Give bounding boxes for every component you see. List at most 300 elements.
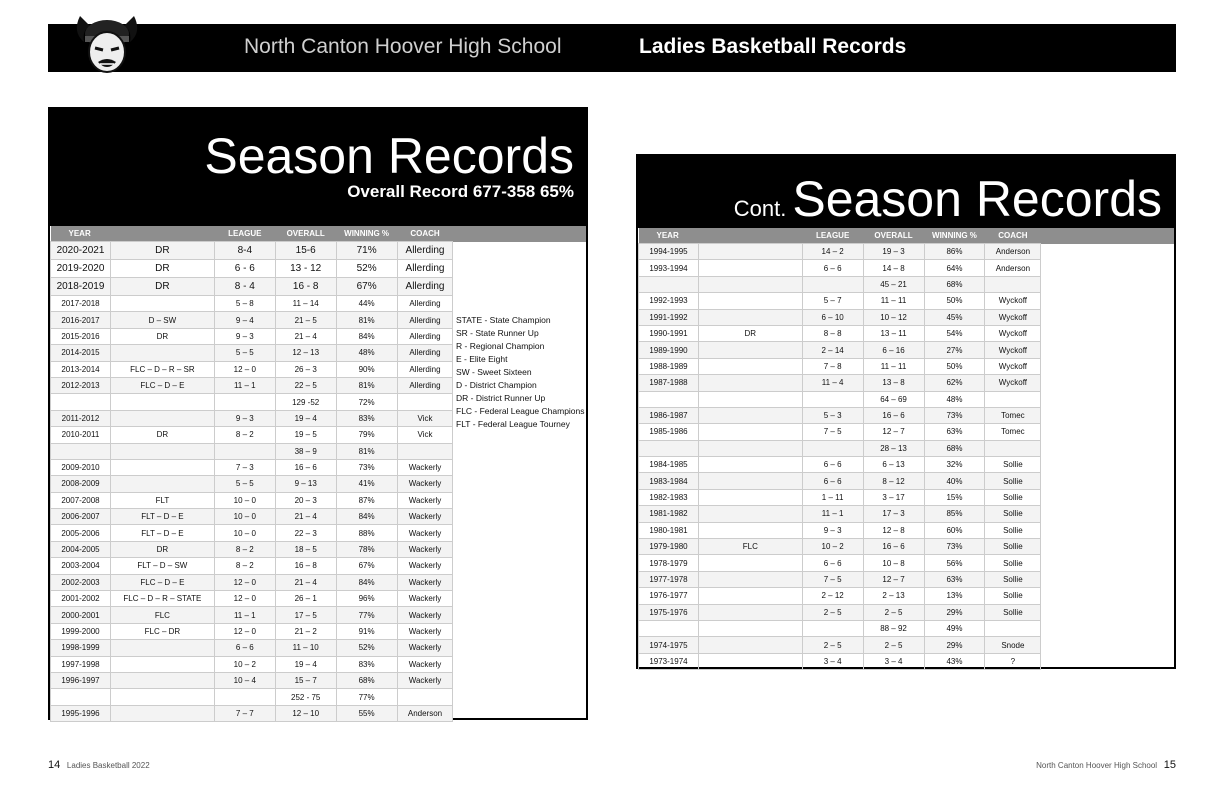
table-cell: 12 – 0 [214,591,275,607]
table-cell: 6 – 13 [863,457,924,473]
legend-item: E - Elite Eight [456,354,508,364]
school-name: North Canton Hoover High School [244,35,562,58]
table-cell: 32% [924,457,985,473]
table-cell: 81% [336,312,397,328]
table-cell: 1999-2000 [51,623,111,639]
table-cell [110,459,214,475]
page-number: 14 [48,759,61,771]
table-cell: Wackerly [397,476,453,492]
table-cell: Sollie [985,457,1041,473]
table-cell: 96% [336,591,397,607]
table-cell: Anderson [397,705,453,721]
table-cell: 6 – 6 [802,555,863,571]
table-cell: 1996-1997 [51,672,111,688]
column-header: LEAGUE [802,228,863,244]
table-cell: 1995-1996 [51,705,111,721]
table-cell: 7 – 7 [214,705,275,721]
table-cell: 1993-1994 [639,260,699,276]
table-row [639,555,1174,571]
table-row [639,489,1174,505]
table-cell [698,260,802,276]
header-row [639,228,1174,244]
column-header: COACH [397,226,453,242]
table-cell: 15% [924,489,985,505]
table-cell: 1994-1995 [639,244,699,260]
spacer-cell [1041,424,1174,440]
table-cell: 1985-1986 [639,424,699,440]
table-cell: 18 – 5 [275,541,336,557]
table-cell: 38 – 9 [275,443,336,459]
table-cell: 63% [924,424,985,440]
spacer-cell [453,541,586,557]
table-cell: 27% [924,342,985,358]
table-cell: 68% [924,276,985,292]
table-cell: 26 – 3 [275,361,336,377]
table-cell: Tomec [985,407,1041,423]
table-cell [698,358,802,374]
table-cell: 6 - 6 [214,260,275,278]
table-cell: FLT [110,492,214,508]
table-cell: FLC – D – E [110,377,214,393]
spacer-cell [453,476,586,492]
table-cell [214,443,275,459]
table-cell: 21 – 4 [275,574,336,590]
spacer-cell [453,689,586,705]
table-cell: Allerding [397,377,453,393]
table-cell: 15 – 7 [275,672,336,688]
table-row [639,620,1174,636]
table-cell: Wackerly [397,541,453,557]
table-cell: 41% [336,476,397,492]
legend-item: D - District Champion [456,380,537,390]
season-records-cont-panel [636,154,1176,669]
panel-title [734,170,1162,228]
table-cell: 21 – 4 [275,328,336,344]
legend [456,314,586,431]
table-row [51,640,586,656]
table-cell: 2001-2002 [51,591,111,607]
column-header: COACH [985,228,1041,244]
table-row [639,506,1174,522]
spacer-cell [453,607,586,623]
table-row [639,424,1174,440]
table-cell: 8 – 8 [802,325,863,341]
table-cell [802,391,863,407]
table-cell: 7 – 3 [214,459,275,475]
table-row [51,591,586,607]
spacer-cell [453,591,586,607]
table-cell: 11 – 14 [275,296,336,312]
table-cell: 52% [336,640,397,656]
overall-record: Overall Record 677-358 65% [347,182,574,201]
table-cell [698,588,802,604]
table-cell: 2008-2009 [51,476,111,492]
table-row [639,604,1174,620]
spacer-cell [453,296,586,312]
table-cell: FLC – DR [110,623,214,639]
column-header-spacer [453,226,586,242]
table-cell: 83% [336,410,397,426]
table-cell: FLC – D – R – SR [110,361,214,377]
table-cell: 15-6 [275,242,336,260]
table-cell: 48% [336,345,397,361]
table-cell: 85% [924,506,985,522]
table-cell: 8-4 [214,242,275,260]
table-cell: 84% [336,328,397,344]
table-cell: 14 – 2 [802,244,863,260]
table-cell: 7 – 8 [802,358,863,374]
column-header: WINNING % [924,228,985,244]
table-cell: Wackerly [397,574,453,590]
table-cell: 56% [924,555,985,571]
table-cell: 64% [924,260,985,276]
table-cell: 5 – 5 [214,345,275,361]
table-row [51,672,586,688]
table-cell: Wackerly [397,558,453,574]
table-cell: 11 – 10 [275,640,336,656]
table-cell: 83% [336,656,397,672]
table-cell: 14 – 8 [863,260,924,276]
table-row [639,375,1174,391]
table-cell: 26 – 1 [275,591,336,607]
table-cell [110,443,214,459]
spacer-cell [1041,457,1174,473]
panel-title: Season Records [204,128,574,184]
column-header: YEAR [639,228,699,244]
table-cell: Wackerly [397,459,453,475]
table-cell [698,342,802,358]
table-cell [110,640,214,656]
table-cell [698,506,802,522]
table-cell: 11 – 1 [214,607,275,623]
table-cell [698,653,802,669]
table-cell: 2 – 5 [863,604,924,620]
table-cell: 19 – 4 [275,656,336,672]
table-row [639,588,1174,604]
table-cell: 54% [924,325,985,341]
table-cell [985,620,1041,636]
spacer-cell [1041,637,1174,653]
table-cell [639,440,699,456]
table-cell: 1998-1999 [51,640,111,656]
table-cell [214,394,275,410]
table-cell [110,656,214,672]
table-cell: 60% [924,522,985,538]
table-cell: 52% [336,260,397,278]
column-header [698,228,802,244]
table-cell: 1987-1988 [639,375,699,391]
table-cell: 13 – 8 [863,375,924,391]
table-cell: 2009-2010 [51,459,111,475]
table-cell: 8 – 2 [214,558,275,574]
spacer-cell [1041,620,1174,636]
table-cell: FLT – D – E [110,509,214,525]
table-cell: 10 – 0 [214,525,275,541]
table-cell: 1986-1987 [639,407,699,423]
column-header: OVERALL [275,226,336,242]
table-cell: 84% [336,574,397,590]
table-cell: 1991-1992 [639,309,699,325]
table-cell: 20 – 3 [275,492,336,508]
spacer-cell [1041,473,1174,489]
table-cell: 77% [336,607,397,623]
footer-right [1036,759,1176,771]
table-cell: Tomec [985,424,1041,440]
table-cell: Anderson [985,244,1041,260]
table-cell: Wackerly [397,591,453,607]
table-cell [639,620,699,636]
table-row [639,276,1174,292]
season-records-cont-table [638,228,1174,670]
footer-text: Ladies Basketball 2022 [66,761,150,770]
spacer-cell [1041,325,1174,341]
table-cell: 45% [924,309,985,325]
table-cell [985,391,1041,407]
table-cell: 19 – 3 [863,244,924,260]
table-cell: Allerding [397,345,453,361]
table-cell: 1976-1977 [639,588,699,604]
spacer-cell [1041,440,1174,456]
table-cell: 87% [336,492,397,508]
table-cell: 84% [336,509,397,525]
table-cell: 88% [336,525,397,541]
table-cell [802,276,863,292]
table-row [51,558,586,574]
spacer-cell [453,656,586,672]
table-cell: 68% [336,672,397,688]
table-cell: 2013-2014 [51,361,111,377]
table-cell: 78% [336,541,397,557]
table-row [639,473,1174,489]
table-cell: 12 – 10 [275,705,336,721]
table-row [639,637,1174,653]
table-cell [110,672,214,688]
table-cell [639,276,699,292]
legend-item: SR - State Runner Up [456,328,539,338]
panel-title-text: Season Records [792,171,1162,227]
table-cell: 12 – 0 [214,623,275,639]
table-cell [698,424,802,440]
table-cell: 77% [336,689,397,705]
table-cell: 19 – 4 [275,410,336,426]
table-cell: 7 – 5 [802,424,863,440]
table-cell: 55% [336,705,397,721]
spacer-cell [453,705,586,721]
table-cell: Sollie [985,571,1041,587]
table-cell: 2004-2005 [51,541,111,557]
column-header [110,226,214,242]
table-cell: 11 – 11 [863,293,924,309]
table-cell: 10 – 0 [214,492,275,508]
table-cell: 11 – 4 [802,375,863,391]
table-cell: 2015-2016 [51,328,111,344]
cont-label: Cont. [733,196,787,221]
legend-item: STATE - State Champion [456,315,551,325]
table-cell: 48% [924,391,985,407]
table-cell: Sollie [985,489,1041,505]
table-cell: DR [110,242,214,260]
spacer-cell [453,278,586,296]
table-cell [110,476,214,492]
table-cell: Allerding [397,242,453,260]
table-cell: 19 – 5 [275,427,336,443]
table-cell: 2014-2015 [51,345,111,361]
table-cell [698,375,802,391]
table-cell: 50% [924,293,985,309]
table-cell: 5 – 5 [214,476,275,492]
table-cell: 10 – 2 [214,656,275,672]
table-row [639,309,1174,325]
column-header: LEAGUE [214,226,275,242]
table-cell [51,689,111,705]
table-cell: 17 – 3 [863,506,924,522]
table-cell: Wyckoff [985,293,1041,309]
table-cell: 10 – 12 [863,309,924,325]
table-cell [698,309,802,325]
table-cell: 29% [924,637,985,653]
table-row [51,278,586,296]
table-cell: Wackerly [397,607,453,623]
table-cell: Wackerly [397,492,453,508]
table-cell: 1974-1975 [639,637,699,653]
table-row [51,656,586,672]
table-cell: 22 – 3 [275,525,336,541]
table-cell: 3 – 4 [802,653,863,669]
table-cell: 21 – 2 [275,623,336,639]
table-cell: 2 – 14 [802,342,863,358]
table-cell: DR [698,325,802,341]
panel-header [638,156,1174,228]
table-cell: 2 – 5 [802,637,863,653]
table-cell [698,293,802,309]
table-cell: 2 – 13 [863,588,924,604]
spacer-cell [453,558,586,574]
table-cell: FLC [698,539,802,555]
table-cell [985,440,1041,456]
table-cell: 2018-2019 [51,278,111,296]
table-row [639,342,1174,358]
column-header: WINNING % [336,226,397,242]
table-cell: Vick [397,410,453,426]
table-cell: 9 – 3 [214,328,275,344]
table-cell [698,522,802,538]
table-cell: Allerding [397,361,453,377]
table-cell: 49% [924,620,985,636]
table-cell: Wyckoff [985,342,1041,358]
table-cell: 9 – 3 [214,410,275,426]
table-cell: Wackerly [397,656,453,672]
table-cell: Vick [397,427,453,443]
table-cell: 1982-1983 [639,489,699,505]
panel-header [50,109,586,226]
table-cell: FLT – D – SW [110,558,214,574]
title-bar [48,24,1176,72]
spacer-cell [453,443,586,459]
table-cell: 7 – 5 [802,571,863,587]
table-cell: 91% [336,623,397,639]
table-cell: 1992-1993 [639,293,699,309]
table-cell: DR [110,278,214,296]
spacer-cell [1041,375,1174,391]
spacer-cell [453,509,586,525]
table-cell [397,443,453,459]
footer-left [48,759,150,771]
table-cell: 81% [336,443,397,459]
table-row [639,653,1174,669]
table-cell: FLC – D – E [110,574,214,590]
legend-item: FLC - Federal League Champions [456,406,585,416]
table-cell [698,555,802,571]
table-cell: 50% [924,358,985,374]
table-cell: 11 – 11 [863,358,924,374]
table-cell: 45 – 21 [863,276,924,292]
table-cell [698,620,802,636]
table-cell: Wackerly [397,509,453,525]
table-cell [51,394,111,410]
spacer-cell [1041,489,1174,505]
table-row [51,705,586,721]
table-row [639,539,1174,555]
spacer-cell [1041,342,1174,358]
table-cell: 13% [924,588,985,604]
table-cell: 2007-2008 [51,492,111,508]
table-cell: 28 – 13 [863,440,924,456]
table-cell [110,410,214,426]
table-cell: 8 – 2 [214,427,275,443]
table-cell: 3 – 17 [863,489,924,505]
table-cell: DR [110,328,214,344]
table-cell: 1973-1974 [639,653,699,669]
table-cell: Allerding [397,312,453,328]
table-row [51,607,586,623]
table-cell: 3 – 4 [863,653,924,669]
book-title: Ladies Basketball Records [639,35,907,58]
table-cell [110,689,214,705]
spacer-cell [453,574,586,590]
spacer-cell [1041,309,1174,325]
table-cell [639,391,699,407]
season-records-panel [48,107,588,720]
table-row [639,293,1174,309]
spacer-cell [1041,571,1174,587]
table-cell: 1 – 11 [802,489,863,505]
table-row [639,457,1174,473]
table-cell [214,689,275,705]
table-cell: 43% [924,653,985,669]
table-cell: 1983-1984 [639,473,699,489]
table-row [639,325,1174,341]
spacer-cell [1041,555,1174,571]
table-row [639,244,1174,260]
table-row [51,689,586,705]
table-cell: 1979-1980 [639,539,699,555]
spacer-cell [453,492,586,508]
table-cell: 1984-1985 [639,457,699,473]
column-header-spacer [1041,228,1174,244]
table-cell: 12 – 0 [214,574,275,590]
table-cell: Wackerly [397,525,453,541]
table-row [51,260,586,278]
spacer-cell [453,623,586,639]
spacer-cell [453,672,586,688]
table-cell: 12 – 13 [275,345,336,361]
table-cell: DR [110,427,214,443]
table-cell: 2019-2020 [51,260,111,278]
table-cell: 22 – 5 [275,377,336,393]
table-cell: 11 – 1 [214,377,275,393]
table-cell: 2003-2004 [51,558,111,574]
table-cell [110,394,214,410]
